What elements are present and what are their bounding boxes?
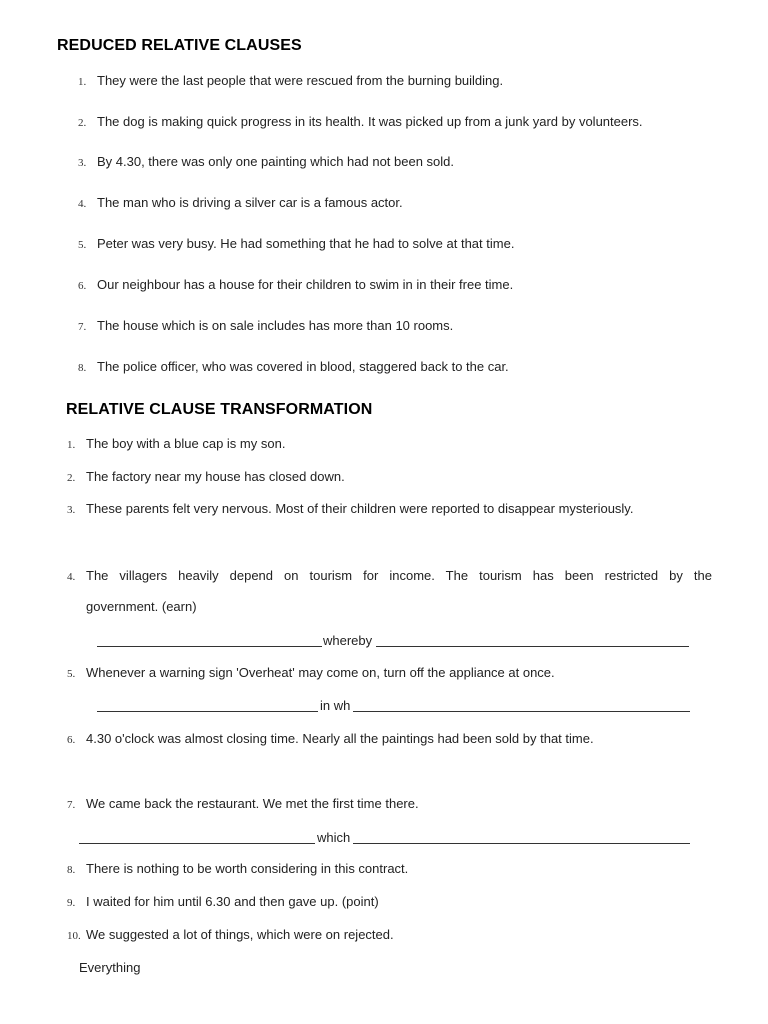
- item-text: The factory near my house has closed down.: [86, 469, 345, 484]
- answer-prefix: Everything: [79, 960, 141, 975]
- item-text: 4.30 o'clock was almost closing time. Nearly all the paintings had been sold by that time.: [86, 731, 594, 746]
- item-text: The house which is on sale includes has more than 10 rooms.: [97, 318, 454, 333]
- item-text: Whenever a warning sign 'Overheat' may come on, turn off the appliance at once.: [86, 665, 555, 680]
- item-number: 1.: [67, 439, 76, 451]
- item-text: I waited for him until 6.30 and then gave up. (point): [86, 894, 379, 909]
- item-number: 5.: [78, 239, 87, 251]
- item-number: 7.: [78, 321, 87, 333]
- item-number: 8.: [67, 864, 76, 876]
- item-number: 2.: [78, 117, 87, 129]
- item-number: 6.: [67, 734, 76, 746]
- answer-blank[interactable]: [79, 843, 315, 844]
- answer-blank[interactable]: [97, 711, 318, 712]
- answer-blank[interactable]: [97, 646, 322, 647]
- item-text: These parents felt very nervous. Most of their children were reported to disappear mysteriously.: [86, 501, 634, 516]
- item-number: 3.: [67, 504, 76, 516]
- item-number: 10.: [67, 930, 81, 942]
- item-number: 9.: [67, 897, 76, 909]
- answer-blank[interactable]: [353, 843, 690, 844]
- item-number: 1.: [78, 76, 87, 88]
- item-number: 7.: [67, 799, 76, 811]
- item-number: 6.: [78, 280, 87, 292]
- item-text: We suggested a lot of things, which were on rejected.: [86, 927, 394, 942]
- item-text-line-1: The villagers heavily depend on tourism for income. The tourism has been restricted by the: [86, 568, 712, 583]
- answer-keyword: in wh: [320, 698, 351, 713]
- answer-keyword: whereby: [323, 633, 373, 648]
- item-number: 5.: [67, 668, 76, 680]
- item-text: The police officer, who was covered in blood, staggered back to the car.: [97, 359, 509, 374]
- item-text: Peter was very busy. He had something that he had to solve at that time.: [97, 236, 515, 251]
- item-text: The dog is making quick progress in its health. It was picked up from a junk yard by volunteers.: [97, 114, 643, 129]
- item-text: They were the last people that were rescued from the burning building.: [97, 73, 504, 88]
- item-text: The man who is driving a silver car is a famous actor.: [97, 195, 403, 210]
- item-number: 8.: [78, 362, 87, 374]
- section-title-relative-clause-transformation: RELATIVE CLAUSE TRANSFORMATION: [66, 401, 373, 418]
- answer-keyword: which: [317, 830, 351, 845]
- item-text: We came back the restaurant. We met the first time there.: [86, 796, 419, 811]
- item-number: 4.: [78, 198, 87, 210]
- item-text-line-2: government. (earn): [86, 599, 197, 614]
- item-number: 4.: [67, 571, 76, 583]
- answer-blank[interactable]: [353, 711, 690, 712]
- item-text: There is nothing to be worth considering in this contract.: [86, 861, 409, 876]
- section-title-reduced-relative-clauses: REDUCED RELATIVE CLAUSES: [57, 37, 302, 54]
- answer-blank[interactable]: [376, 646, 689, 647]
- item-text: The boy with a blue cap is my son.: [86, 436, 286, 451]
- item-number: 2.: [67, 472, 76, 484]
- item-number: 3.: [78, 157, 87, 169]
- item-text: By 4.30, there was only one painting which had not been sold.: [97, 154, 455, 169]
- item-text: Our neighbour has a house for their children to swim in in their free time.: [97, 277, 514, 292]
